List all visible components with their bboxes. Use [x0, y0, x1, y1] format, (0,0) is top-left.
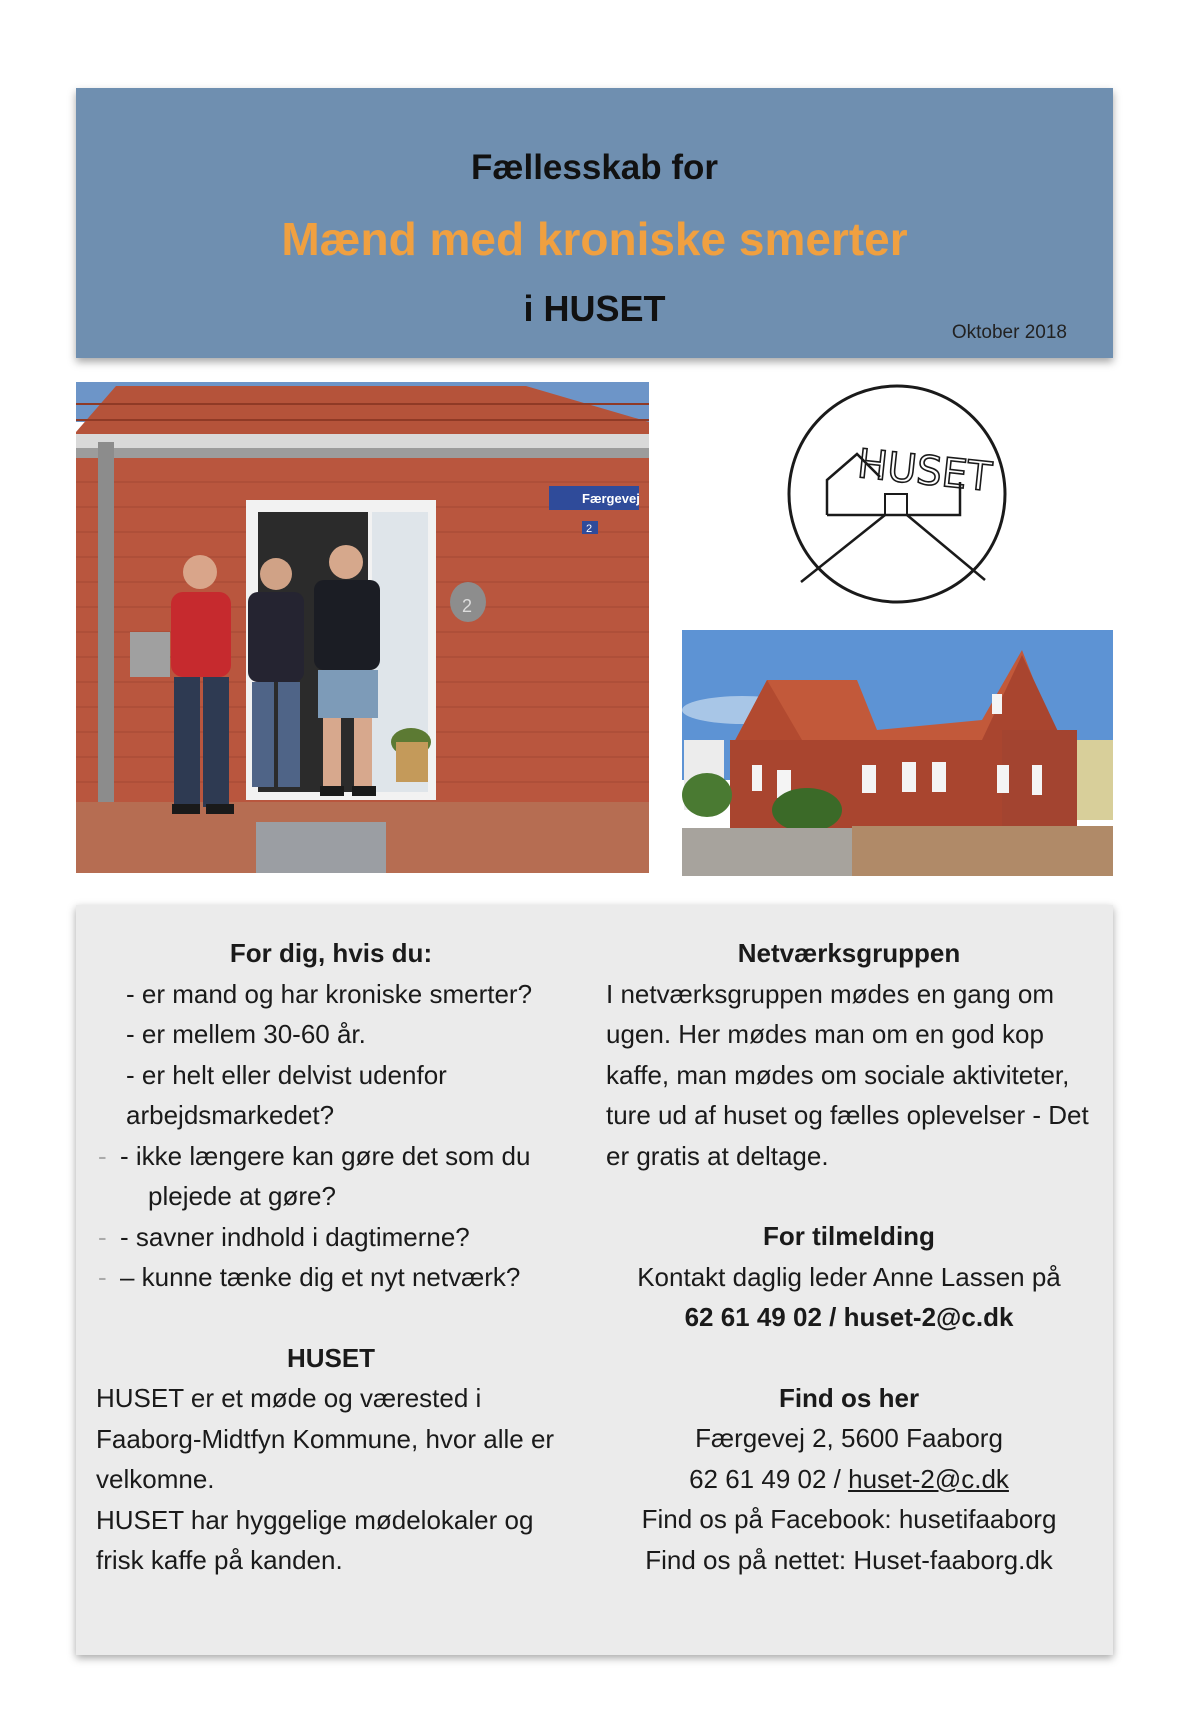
banner-title-line1: Fællesskab for — [470, 148, 719, 187]
banner-date: Oktober 2018 — [951, 322, 1067, 343]
huset-paragraph-2: HUSET har hyggelige mødelokaler og frisk kaffe på kanden. — [96, 1504, 534, 1575]
list-item: - – kunne tænke dig et nyt netværk? — [96, 1257, 566, 1298]
address-text: Færgevej 2, 5600 Faaborg — [695, 1423, 1003, 1453]
photo-entrance-men — [76, 382, 649, 873]
huset-logo — [785, 382, 1010, 607]
signup-contact-text: Kontakt daglig leder Anne Lassen på — [637, 1261, 1061, 1292]
list-item: - er helt eller delvist udenfor — [126, 1059, 447, 1090]
list-item-continuation: arbejdsmarkedet? — [126, 1100, 335, 1130]
phone-email-line — [606, 1459, 1092, 1500]
signup-contact-details: 62 61 49 02 / huset-2@c.dk — [684, 1302, 1014, 1332]
banner-title-line3: i HUSET — [523, 288, 666, 329]
left-column — [96, 933, 566, 1581]
info-panel — [76, 905, 1113, 1655]
banner-title-line2: Mænd med kroniske smerter — [281, 213, 908, 265]
facebook-text: Find os på Facebook: husetifaaborg — [641, 1504, 1057, 1534]
list-item: - er mellem 30-60 år. — [126, 1019, 366, 1049]
list-item: - - savner indhold i dagtimerne? — [96, 1217, 566, 1258]
house-number-text: 2 — [586, 523, 593, 535]
street-sign-text: Færgevej — [582, 491, 640, 506]
network-group-heading: Netværksgruppen — [737, 938, 961, 968]
network-group-paragraph: I netværksgruppen mødes en gang om ugen. Her mødes man om en god kop kaffe, man mødes om sociale aktiviteter, ture ud af huset og fælles oplevelser - Det er gratis at deltage. — [606, 978, 1089, 1171]
huset-paragraph-1: HUSET er et møde og værested i Faaborg-Midtfyn Kommune, hvor alle er velkomne. — [96, 1383, 555, 1494]
list-item: - - ikke længere kan gøre det som du — [96, 1136, 566, 1177]
photo-house-exterior — [682, 630, 1113, 876]
website-text: Find os på nettet: Huset-faaborg.dk — [645, 1544, 1053, 1575]
header-banner — [76, 88, 1113, 358]
list-item: - er mand og har kroniske smerter? — [126, 978, 533, 1009]
phone-text: 62 61 49 02 / — [689, 1463, 849, 1494]
logo-text: HUSET — [855, 441, 994, 501]
door-number-text: 2 — [462, 596, 473, 616]
target-group-heading: For dig, hvis du: — [229, 938, 433, 968]
right-column — [606, 933, 1092, 1580]
huset-heading: HUSET — [286, 1342, 376, 1373]
email-link[interactable]: huset-2@c.dk — [848, 1463, 1009, 1494]
signup-heading: For tilmelding — [763, 1221, 935, 1251]
find-us-heading: Find os her — [778, 1382, 920, 1413]
list-item-continuation: plejede at gøre? — [148, 1181, 336, 1211]
